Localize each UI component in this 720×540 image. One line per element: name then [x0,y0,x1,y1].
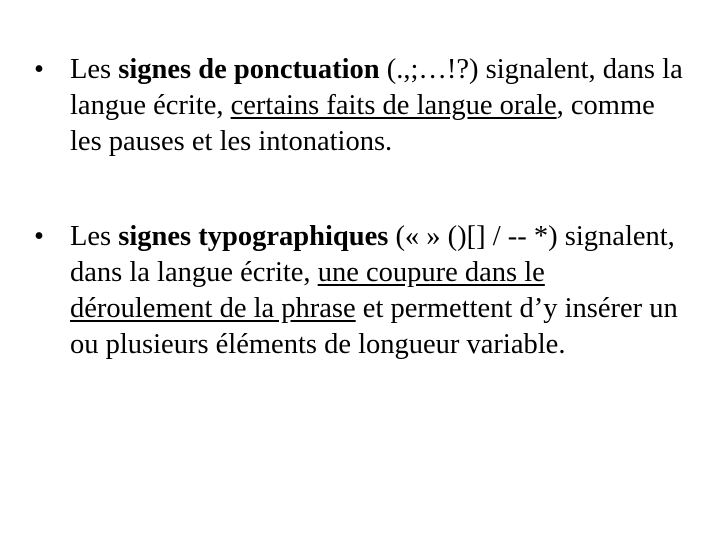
bold-term: signes de ponctuation [118,54,380,85]
bullet-text [70,52,684,160]
text-segment: Les [70,54,119,85]
text-segment: Les [70,221,119,252]
bold-term: signes typographiques [118,221,389,252]
bullet-marker: • [34,54,44,85]
text-segment: , comme les pauses et les intonations. [70,90,655,157]
underlined-phrase: certains faits de langue orale [230,90,557,121]
bullet-marker: • [34,221,44,252]
underlined-phrase: une coupure dans le déroulement de la phrase [70,257,545,324]
bullet-item-punctuation [34,52,684,160]
text-segment: (« » ()[] / -- *) signalent, dans la langue écrite, [70,221,675,288]
bullet-item-typographic [34,219,684,363]
bullet-text [70,219,684,363]
text-segment: et permettent d’y insérer un ou plusieurs éléments de longueur variable. [70,293,678,360]
text-segment: (.,;…!?) signalent, dans la langue écrite, [70,54,683,121]
